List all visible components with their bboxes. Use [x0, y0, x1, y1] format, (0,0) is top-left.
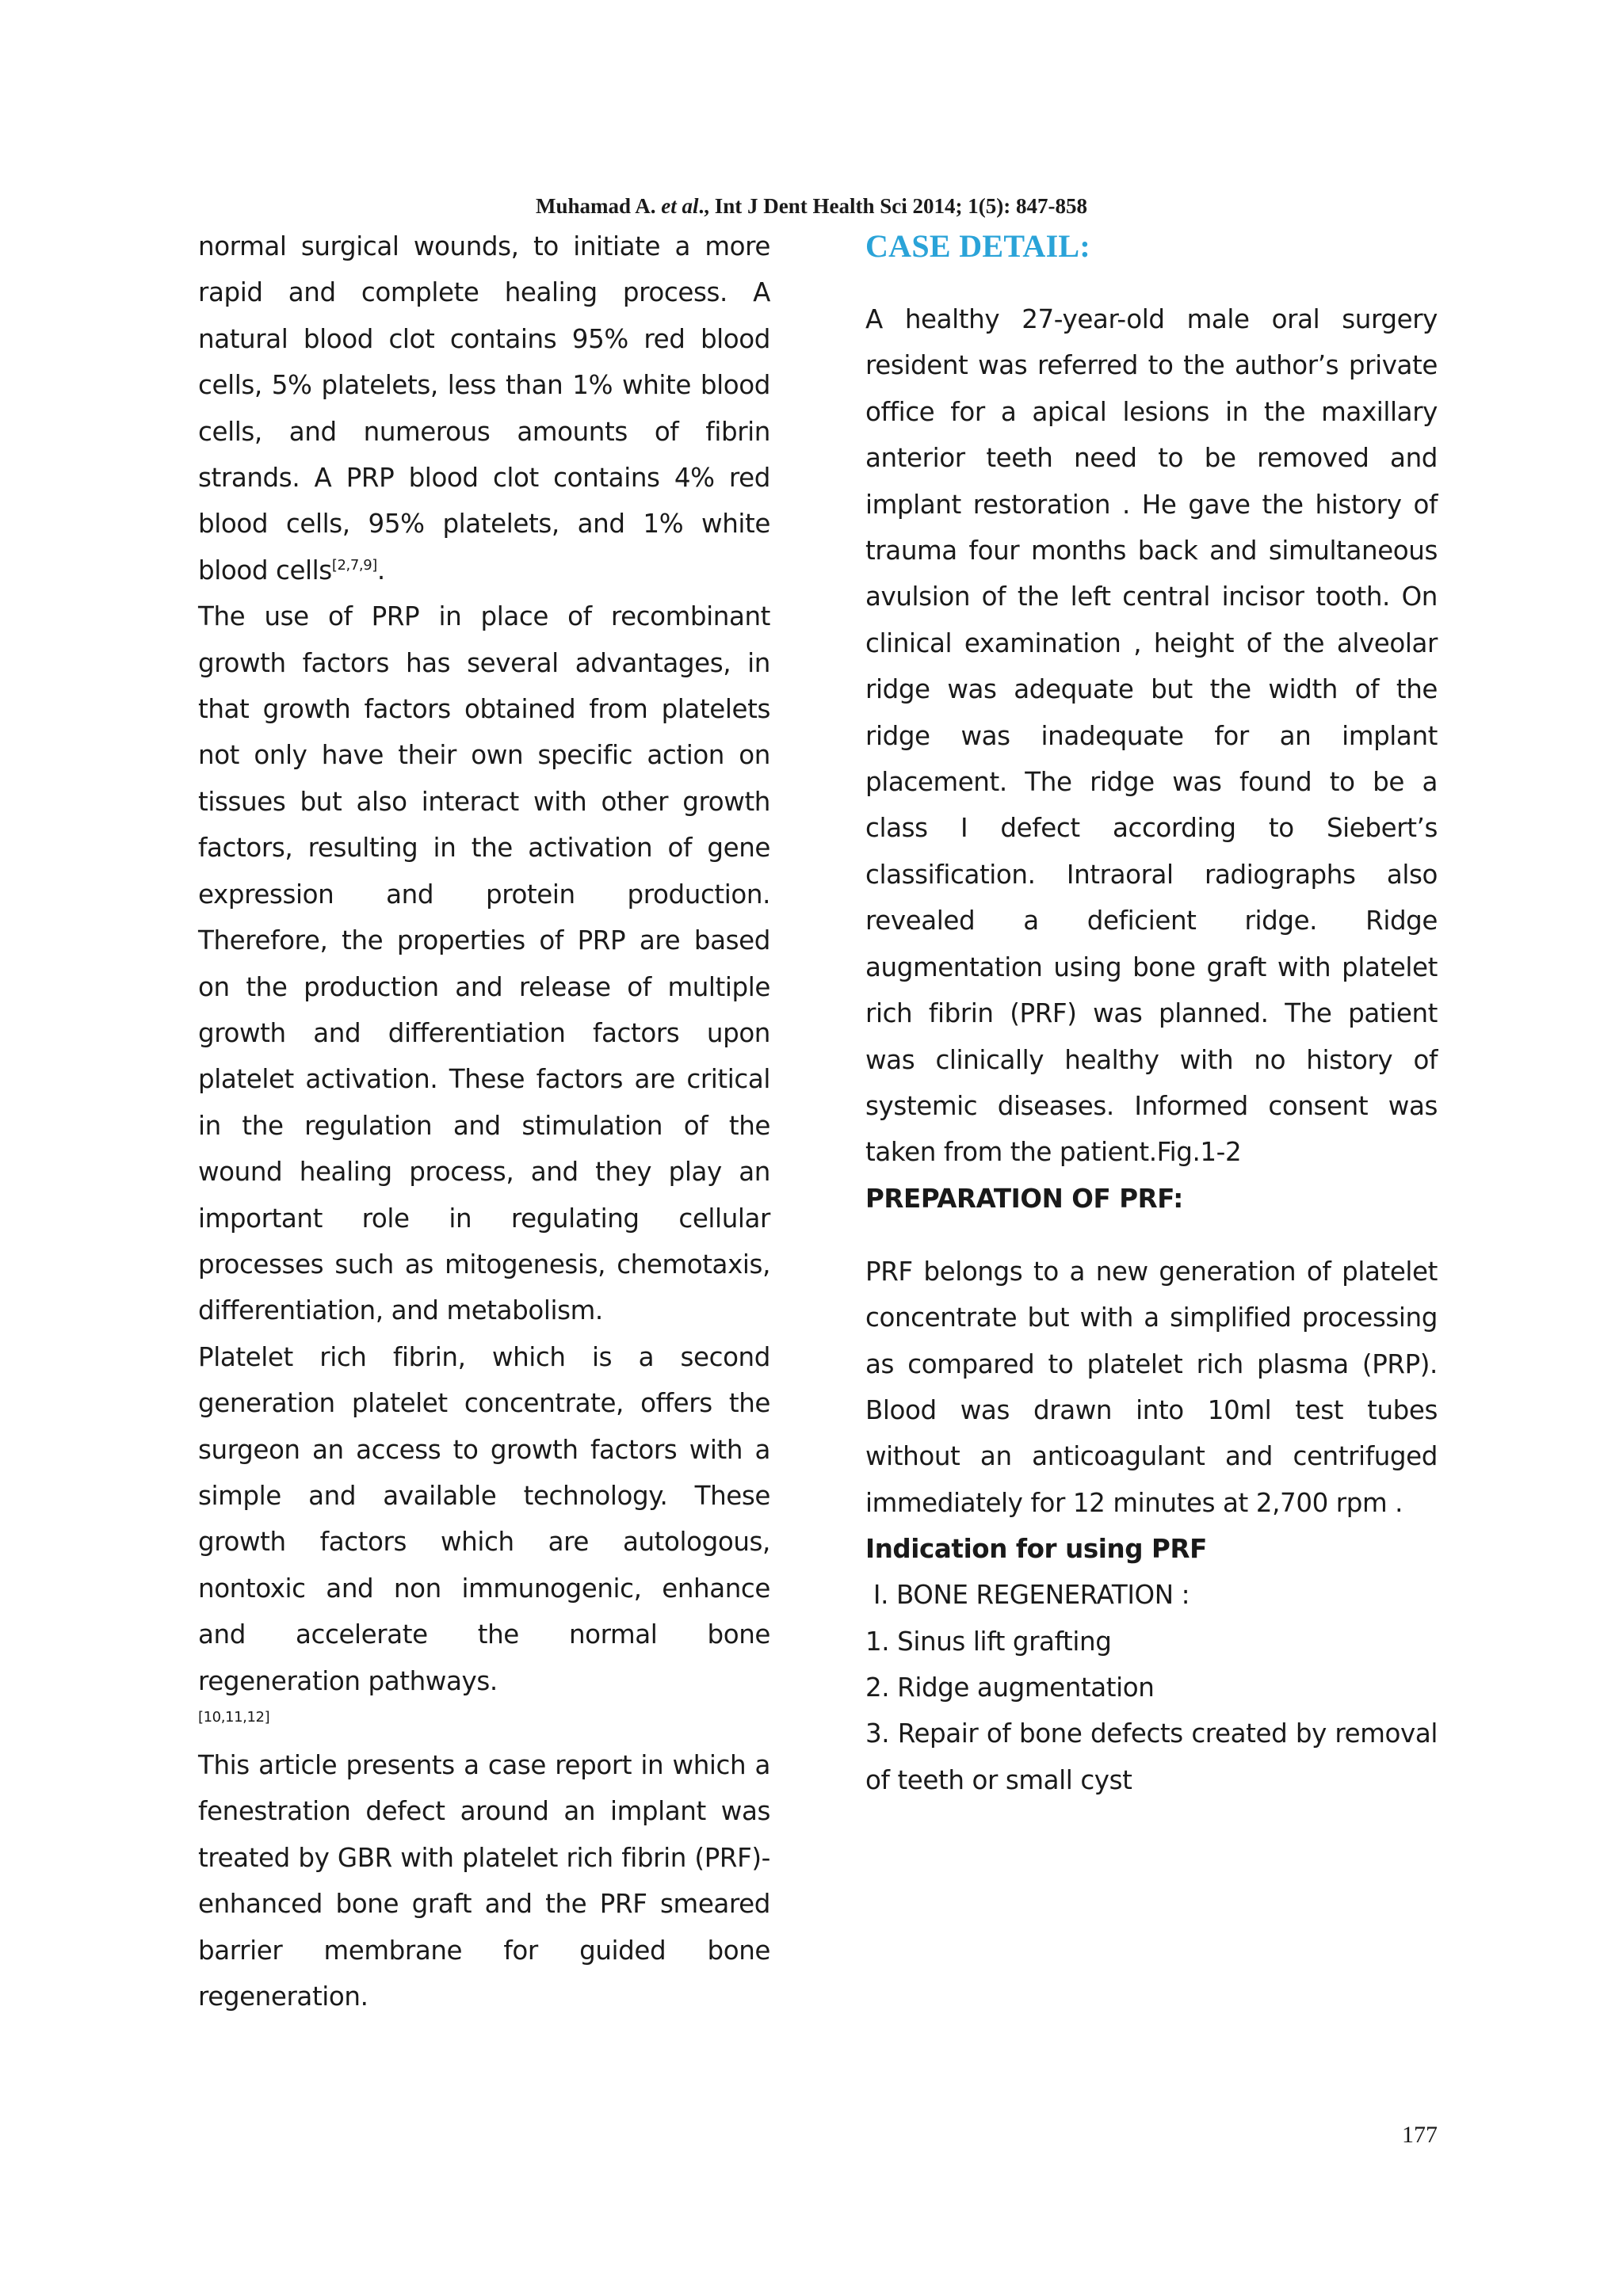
- indication-heading: Indication for using PRF: [865, 1534, 1207, 1565]
- preparation-heading: PREPARATION OF PRF:: [865, 1183, 1183, 1214]
- citation-2-7-9: [2,7,9]: [331, 557, 377, 574]
- list-item: 1. Sinus lift grafting: [865, 1626, 1112, 1657]
- case-detail-heading: CASE DETAIL:: [865, 228, 1091, 264]
- paragraph-prp-advantages: The use of PRP in place of recombinant growth factors has several advantages, in that growth factors obtained from platelets not only have their own specific action on tissues but also interact with other growth factors, resulting in the activation of gene expression and protein production. Therefore, the properties of PRP are based on the production and release of multiple growth and differentiation factors upon platelet activation. These factors are critical in the regulation and stimulation of the wound healing process, and they play an important role in regulating cellular processes such as mitogenesis, chemotaxis, differentiation, and metabolism.: [198, 601, 770, 1326]
- bone-regeneration-heading: I. BONE REGENERATION :: [865, 1580, 1190, 1611]
- paragraph-case-detail: A healthy 27-year-old male oral surgery resident was referred to the author’s private office for a apical lesions in the maxillary anterior teeth need to be removed and implant restoration . He gave the history of trauma four months back and simultaneous avulsion of the left central incisor tooth. On clinical examination , height of the alveolar ridge was adequate but the width of the ridge was inadequate for an implant placement. The ridge was found to be a class I defect according to Siebert’s classification. Intraoral radiographs also revealed a deficient ridge. Ridge augmentation using bone graft with platelet rich fibrin (PRF) was planned. The patient was clinically healthy with no history of systemic diseases. Informed consent was taken from the patient.Fig.1-2: [865, 304, 1438, 1168]
- page-number: 177: [1402, 2122, 1438, 2148]
- paragraph-prp-clot-end: .: [376, 555, 385, 585]
- list-item: 2. Ridge augmentation: [865, 1672, 1155, 1703]
- header-author: Muhamad A.: [535, 194, 656, 218]
- paragraph-prf-intro: [198, 1334, 770, 1728]
- paragraph-preparation: PRF belongs to a new generation of platelet concentrate but with a simplified processing as compared to platelet rich plasma (PRP). Blood was drawn into 10ml test tubes without an anticoagulant and centrifuged immediately for 12 minutes at 2,700 rpm .: [865, 1256, 1438, 1518]
- right-column: [865, 223, 1438, 1803]
- running-header: [0, 193, 1623, 219]
- list-item: 3. Repair of bone defects created by removal of teeth or small cyst: [865, 1718, 1438, 1795]
- header-etal: et al: [661, 194, 699, 218]
- paragraph-prp-clot: [198, 223, 770, 593]
- paragraph-case-summary: This article presents a case report in which a fenestration defect around an implant was treated by GBR with platelet rich fibrin (PRF)-enhanced bone graft and the PRF smeared barrier membrane for guided bone regeneration.: [198, 1750, 770, 2012]
- header-citation: ., Int J Dent Health Sci 2014; 1(5): 847-858: [698, 194, 1087, 218]
- left-column: [198, 223, 770, 2019]
- paragraph-prp-clot-text: normal surgical wounds, to initiate a more rapid and complete healing process. A natural blood clot contains 95% red blood cells, 5% platelets, less than 1% white blood cells, and numerous amounts of fibrin strands. A PRP blood clot contains 4% red blood cells, 95% platelets, and 1% white blood cells: [198, 231, 770, 585]
- paragraph-prf-intro-text: Platelet rich fibrin, which is a second generation platelet concentrate, offers the surgeon an access to growth factors with a simple and available technology. These growth factors which are autologous, nontoxic and non immunogenic, enhance and accelerate the normal bone regeneration pathways.: [198, 1341, 770, 1696]
- citation-10-11-12: [10,11,12]: [198, 1709, 270, 1726]
